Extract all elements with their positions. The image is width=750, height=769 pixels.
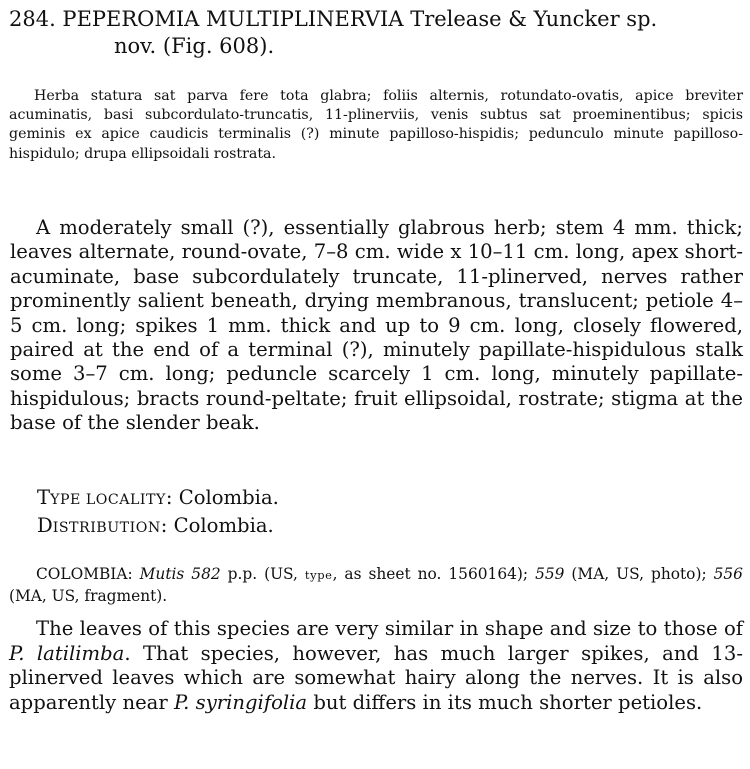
specimen-country: COLOMBIA: — [36, 565, 133, 583]
species-heading-line2: nov. (Fig. 608). — [114, 34, 275, 58]
type-locality-label: YPE LOCALITY — [50, 492, 166, 508]
type-locality-value: : Colombia. — [165, 486, 279, 509]
remarks-text-3: but differs in its much shorter petioles. — [307, 690, 703, 714]
specimen-number-3: 556 — [713, 565, 743, 583]
remarks-species-2: P. syringifolia — [173, 690, 308, 714]
specimens-cited — [9, 564, 743, 606]
specimen-type-label: type — [304, 568, 333, 582]
species-heading — [9, 6, 745, 60]
specimen-number-2: 559 — [535, 565, 565, 583]
type-locality — [37, 485, 737, 513]
specimen-text-4: (MA, US, fragment). — [9, 586, 168, 605]
type-locality-label-initial: T — [37, 486, 51, 509]
latin-description: Herba statura sat parva fere tota glabra; foliis alternis, rotundato-ovatis, apice breviter acuminatis, basi subcordulato-truncatis, 11-plinerviis, venis subtus sat proeminentibus; spicis geminis ex apice caudicis terminalis (?) minute papilloso-hispidis; pedunculo minute papilloso-hispidulo; drupa ellipsoidali rostrata. — [9, 88, 743, 162]
specimen-text-3: (MA, US, photo); — [564, 565, 714, 583]
remarks-text-2: . That species, however, has much larger spikes, and 13-plinerved leaves which are somewhat hairy along the nerves. It is also apparently near — [9, 641, 743, 714]
remarks-text-1: The leaves of this species are very similar in shape and size to those of — [36, 617, 743, 640]
specimen-text-1: p.p. (US, — [220, 565, 305, 583]
english-description: A moderately small (?), essentially glabrous herb; stem 4 mm. thick; leaves alternate, round-ovate, 7–8 cm. wide x 10–11 cm. long, apex short-acuminate, base subcordulately truncate, 11-plinerved, nerves rather prominently salient beneath, drying membranous, translucent; petiole 4–5 cm. long; spikes 1 mm. thick and up to 9 cm. long, closely flowered, paired at the end of a terminal (?), minutely papillate-hispidulous stalk some 3–7 cm. long; peduncle scarcely 1 cm. long, minutely papillate-hispidulous; bracts round-peltate; fruit ellipsoidal, rostrate; stigma at the base of the slender beak. — [10, 216, 743, 435]
distribution-label: ISTRIBUTION — [52, 520, 161, 536]
distribution — [37, 513, 737, 541]
locality-section — [37, 485, 737, 541]
remarks-paragraph — [9, 617, 743, 715]
species-heading-line1: 284. PEPEROMIA MULTIPLINERVIA Trelease & Yuncker sp. — [9, 7, 658, 31]
distribution-value: : Colombia. — [160, 514, 274, 537]
distribution-label-initial: D — [37, 514, 53, 537]
remarks-species-1: P. latilimba — [9, 641, 125, 665]
specimen-text-2: , as sheet no. 1560164); — [332, 565, 536, 583]
specimen-collector: Mutis 582 — [139, 565, 221, 583]
